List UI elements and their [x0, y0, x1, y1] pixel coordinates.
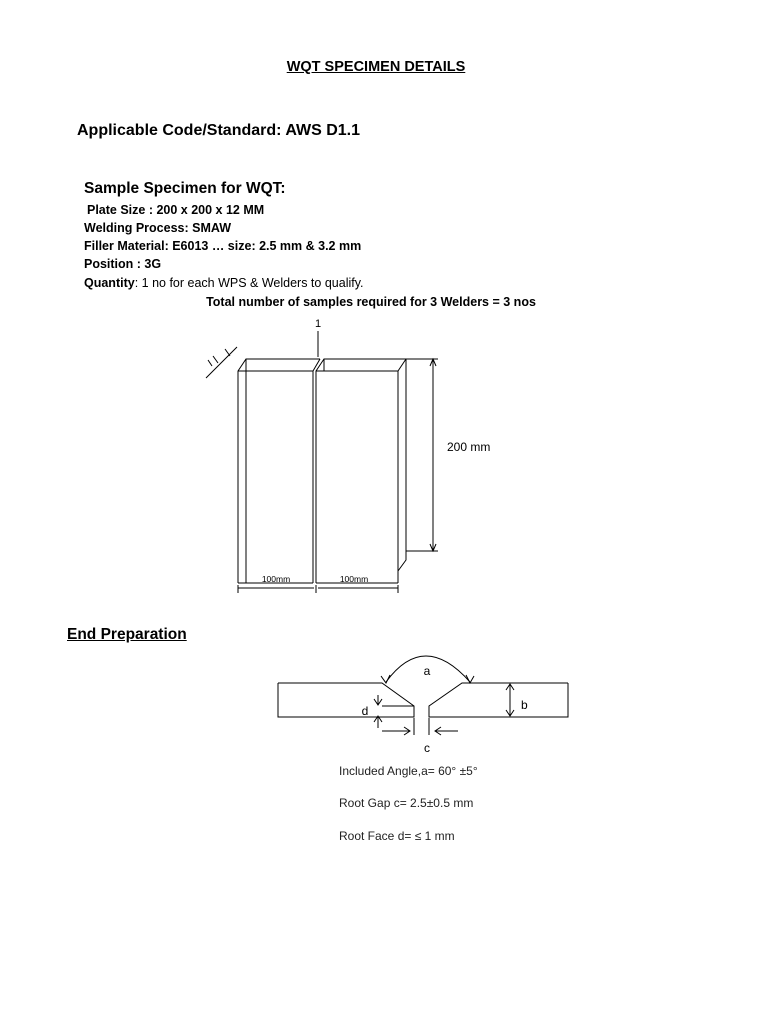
height-label: 200 mm [447, 440, 491, 454]
right-bevel-plate [429, 683, 568, 717]
included-angle-arc [386, 656, 470, 682]
root-face-spec: Root Face d= ≤ 1 mm [339, 829, 455, 843]
left-plate-outline [238, 359, 320, 583]
quantity [84, 276, 364, 290]
welding-process: Welding Process: SMAW [84, 221, 232, 235]
label-b: b [521, 698, 528, 712]
page-title: WQT SPECIMEN DETAILS [286, 59, 466, 75]
root-gap-spec: Root Gap c= 2.5±0.5 mm [339, 796, 474, 810]
quantity-label: Quantity [84, 276, 135, 290]
weld-marker-label: 1 [314, 318, 322, 330]
thickness-dimension [206, 347, 237, 378]
position: Position : 3G [84, 257, 162, 271]
right-width-label: 100mm [339, 574, 369, 584]
plate-size: Plate Size : 200 x 200 x 12 MM [87, 203, 265, 217]
total-samples: Total number of samples required for 3 Welders = 3 nos [206, 295, 536, 309]
sample-specimen-heading: Sample Specimen for WQT: [84, 180, 286, 197]
included-angle-spec: Included Angle,a= 60° ±5° [339, 764, 478, 778]
right-plate-outline [316, 359, 406, 583]
label-d: d [361, 704, 369, 718]
quantity-text: : 1 no for each WPS & Welders to qualify. [134, 276, 364, 290]
label-a: a [423, 664, 431, 678]
left-bevel-plate [278, 683, 414, 717]
applicable-code: Applicable Code/Standard: AWS D1.1 [77, 122, 361, 139]
filler-material: Filler Material: E6013 … size: 2.5 mm & 3.2 mm [84, 239, 362, 253]
label-c: c [424, 741, 430, 755]
left-width-label: 100mm [261, 574, 291, 584]
end-preparation-heading: End Preparation [67, 626, 187, 643]
